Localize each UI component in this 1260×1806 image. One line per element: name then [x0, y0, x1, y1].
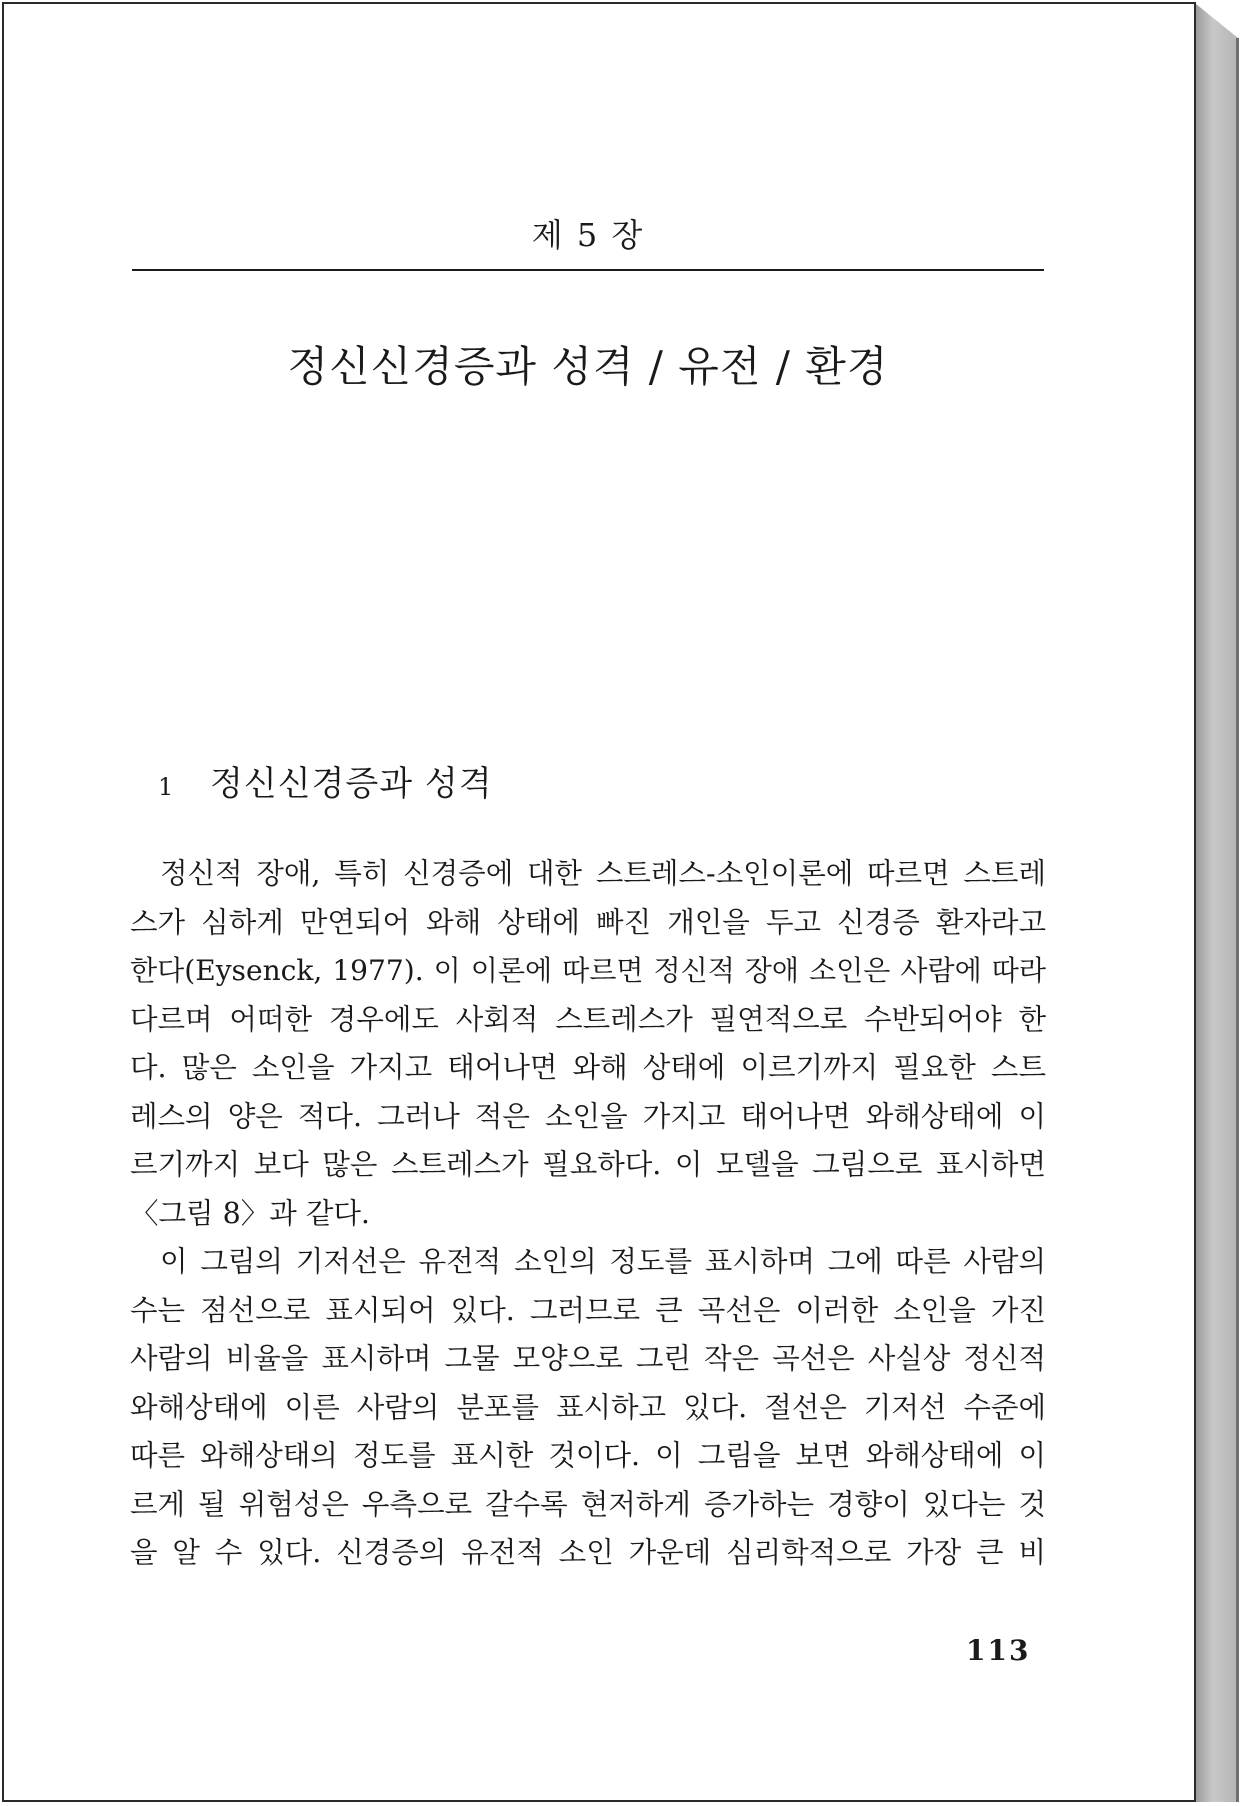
text-line: 다르며 어떠한 경우에도 사회적 스트레스가 필연적으로 수반되어야 한 — [130, 1002, 1046, 1036]
section-number: 1 — [158, 773, 175, 801]
page-number: 113 — [966, 1634, 1031, 1667]
text-line: 정신적 장애, 특히 신경증에 대한 스트레스-소인이론에 따르면 스트레 — [160, 857, 1046, 890]
text-line: 레스의 양은 적다. 그러나 적은 소인을 가지고 태어나면 와해상태에 이 — [130, 1099, 1046, 1133]
text-line: 스가 심하게 만연되어 와해 상태에 빠진 개인을 두고 신경증 환자라고 — [130, 905, 1046, 939]
page-face — [2, 2, 1196, 1802]
text-line: 사람의 비율을 표시하며 그물 모양으로 그린 작은 곡선은 사실상 정신적 — [130, 1342, 1046, 1375]
text-line: 르기까지 보다 많은 스트레스가 필요하다. 이 모델을 그림으로 표시하면 — [130, 1148, 1046, 1181]
text-line: 을 알 수 있다. 신경증의 유전적 소인 가운데 심리학적으로 가장 큰 비 — [130, 1536, 1046, 1569]
page-edge — [1196, 4, 1238, 1802]
text-line: 수는 점선으로 표시되어 있다. 그러므로 큰 곡선은 이러한 소인을 가진 — [130, 1293, 1046, 1327]
text-line: 이 그림의 기저선은 유전적 소인의 정도를 표시하며 그에 따른 사람의 — [160, 1245, 1046, 1278]
section-title: 정신신경증과 성격 — [210, 764, 493, 804]
text-line: 다. 많은 소인을 가지고 태어나면 와해 상태에 이르기까지 필요한 스트 — [130, 1051, 1046, 1084]
chapter-title: 정신신경증과 성격 / 유전 / 환경 — [287, 342, 889, 391]
chapter-rule — [132, 269, 1044, 271]
text-line: 〈그림 8〉과 같다. — [130, 1196, 370, 1230]
text-line: 르게 될 위험성은 우측으로 갈수록 현저하게 증가하는 경향이 있다는 것 — [130, 1487, 1046, 1521]
body-text — [130, 850, 1046, 1578]
text-line: 한다(Eysenck, 1977). 이 이론에 따르면 정신적 장애 소인은 사람에 따라 — [130, 954, 1046, 987]
page-edge-line — [1236, 38, 1239, 1802]
section-heading — [158, 756, 493, 805]
text-line: 와해상태에 이른 사람의 분포를 표시하고 있다. 절선은 기저선 수준에 — [130, 1390, 1046, 1424]
text-line: 따른 와해상태의 정도를 표시한 것이다. 이 그림을 보면 와해상태에 이 — [130, 1439, 1046, 1472]
chapter-label: 제 5 장 — [531, 216, 645, 254]
